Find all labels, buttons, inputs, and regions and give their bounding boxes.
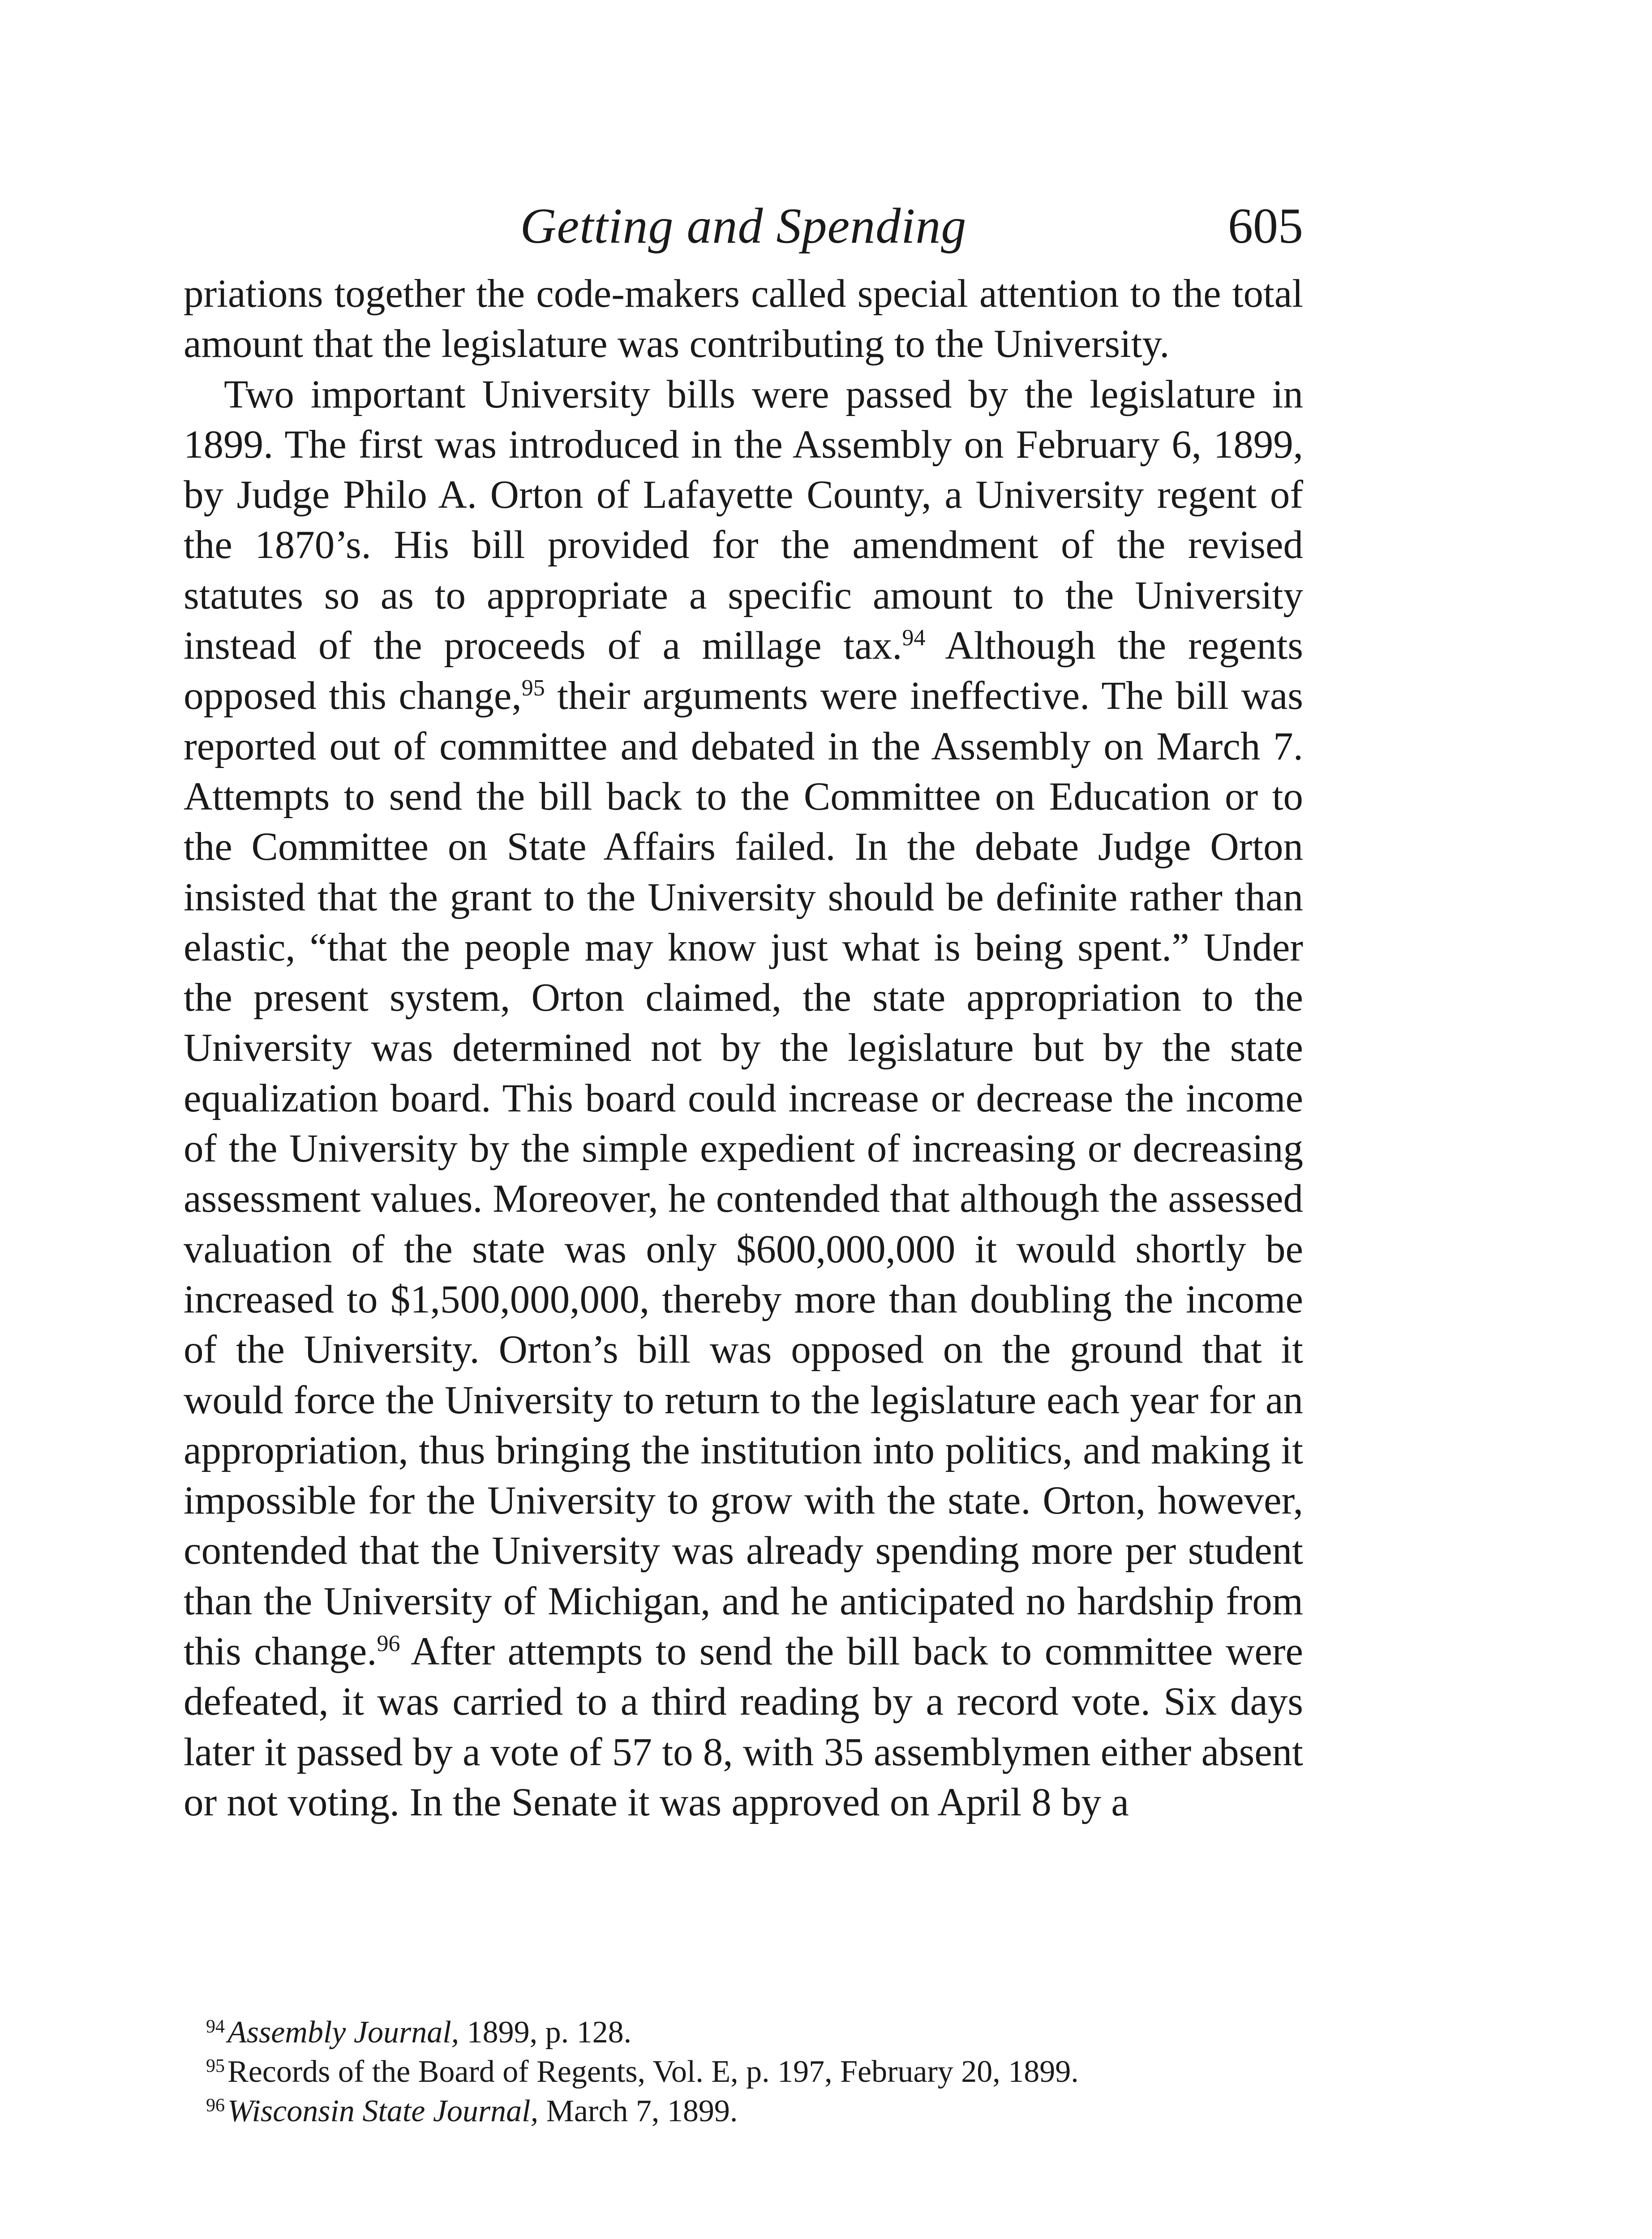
footnote-mark: 96 [206, 2095, 225, 2116]
paragraph-text: their arguments were ineffective. The bill was reported out of committee and debated in the Assembly on March 7. Attempts to send the bill back to the Committee on Education or to the Committee on State Affairs failed. In the debate Judge Orton insisted that the grant to the University should be definite rather than elastic, “that the people may know just what is being spent.” Under the present system, Orton claimed, the state appropriation to the University was determined not by the legislature but by the state equalization board. This board could increase or decrease the income of the University by the simple expedient of increasing or decreasing assessment values. Moreover, he contended that although the assessed valuation of the state was only $600,000,000 it would shortly be increased to $1,500,000,000, thereby more than doubling the income of the University. Orton’s bill was opposed on the ground that it would force the University to return to the legislature each year for an appropriation, thus bringing the institution into politics, and making it impossible for the University to grow with the state. Orton, however, contended that the University was already spending more per student than the University of Michigan, and he anticipated no hardship from this change. [184, 674, 1304, 1674]
paragraph-text: After attempts to send the bill back to committee were defeated, it was carried to a third reading by a record vote. Six days later it passed by a vote of 57 to 8, with 35 assemblymen either absent or not voting. In the Senate it was approved on April 8 by a [184, 1630, 1303, 1824]
paragraph-continued [184, 269, 1303, 369]
footnotes [184, 2013, 1303, 2131]
footnote [184, 2052, 1303, 2092]
footnote-mark: 94 [206, 2016, 225, 2037]
footnote-text: Records of the Board of Regents, Vol. E, p. 197, February 20, 1899. [227, 2055, 1079, 2089]
footnote-ref-96[interactable]: 96 [377, 1631, 400, 1657]
paragraph [184, 369, 1303, 1828]
paragraph-text: Although the regents opposed this change, [184, 624, 1303, 718]
paragraph-text: priations together the code-makers called special attention to the total amount that the legislature was contributing to the University. [184, 272, 1303, 366]
page-number: 605 [1228, 198, 1303, 254]
footnote [184, 2092, 1303, 2131]
running-title: Getting and Spending [520, 198, 967, 254]
footnote-ref-95[interactable]: 95 [521, 675, 545, 701]
footnote-text: March 7, 1899. [538, 2094, 738, 2128]
footnote [184, 2013, 1303, 2052]
body-text [184, 269, 1303, 1827]
footnote-ref-94[interactable]: 94 [902, 625, 926, 651]
footnote-italic: Wisconsin State Journal, [227, 2094, 539, 2128]
footnote-text: 1899, p. 128. [459, 2015, 632, 2050]
paragraph-text: Two important University bills were passed by the legislature in 1899. The first was introduced in the Assembly on February 6, 1899, by Judge Philo A. Orton of Lafayette County, a University regent of the 1870’s. His bill provided for the amendment of the revised statutes so as to appropriate a specific amount to the University instead of the proceeds of a millage tax. [184, 372, 1303, 668]
footnote-mark: 95 [206, 2056, 225, 2076]
footnote-italic: Assembly Journal, [227, 2015, 459, 2050]
page-header [184, 193, 1303, 260]
